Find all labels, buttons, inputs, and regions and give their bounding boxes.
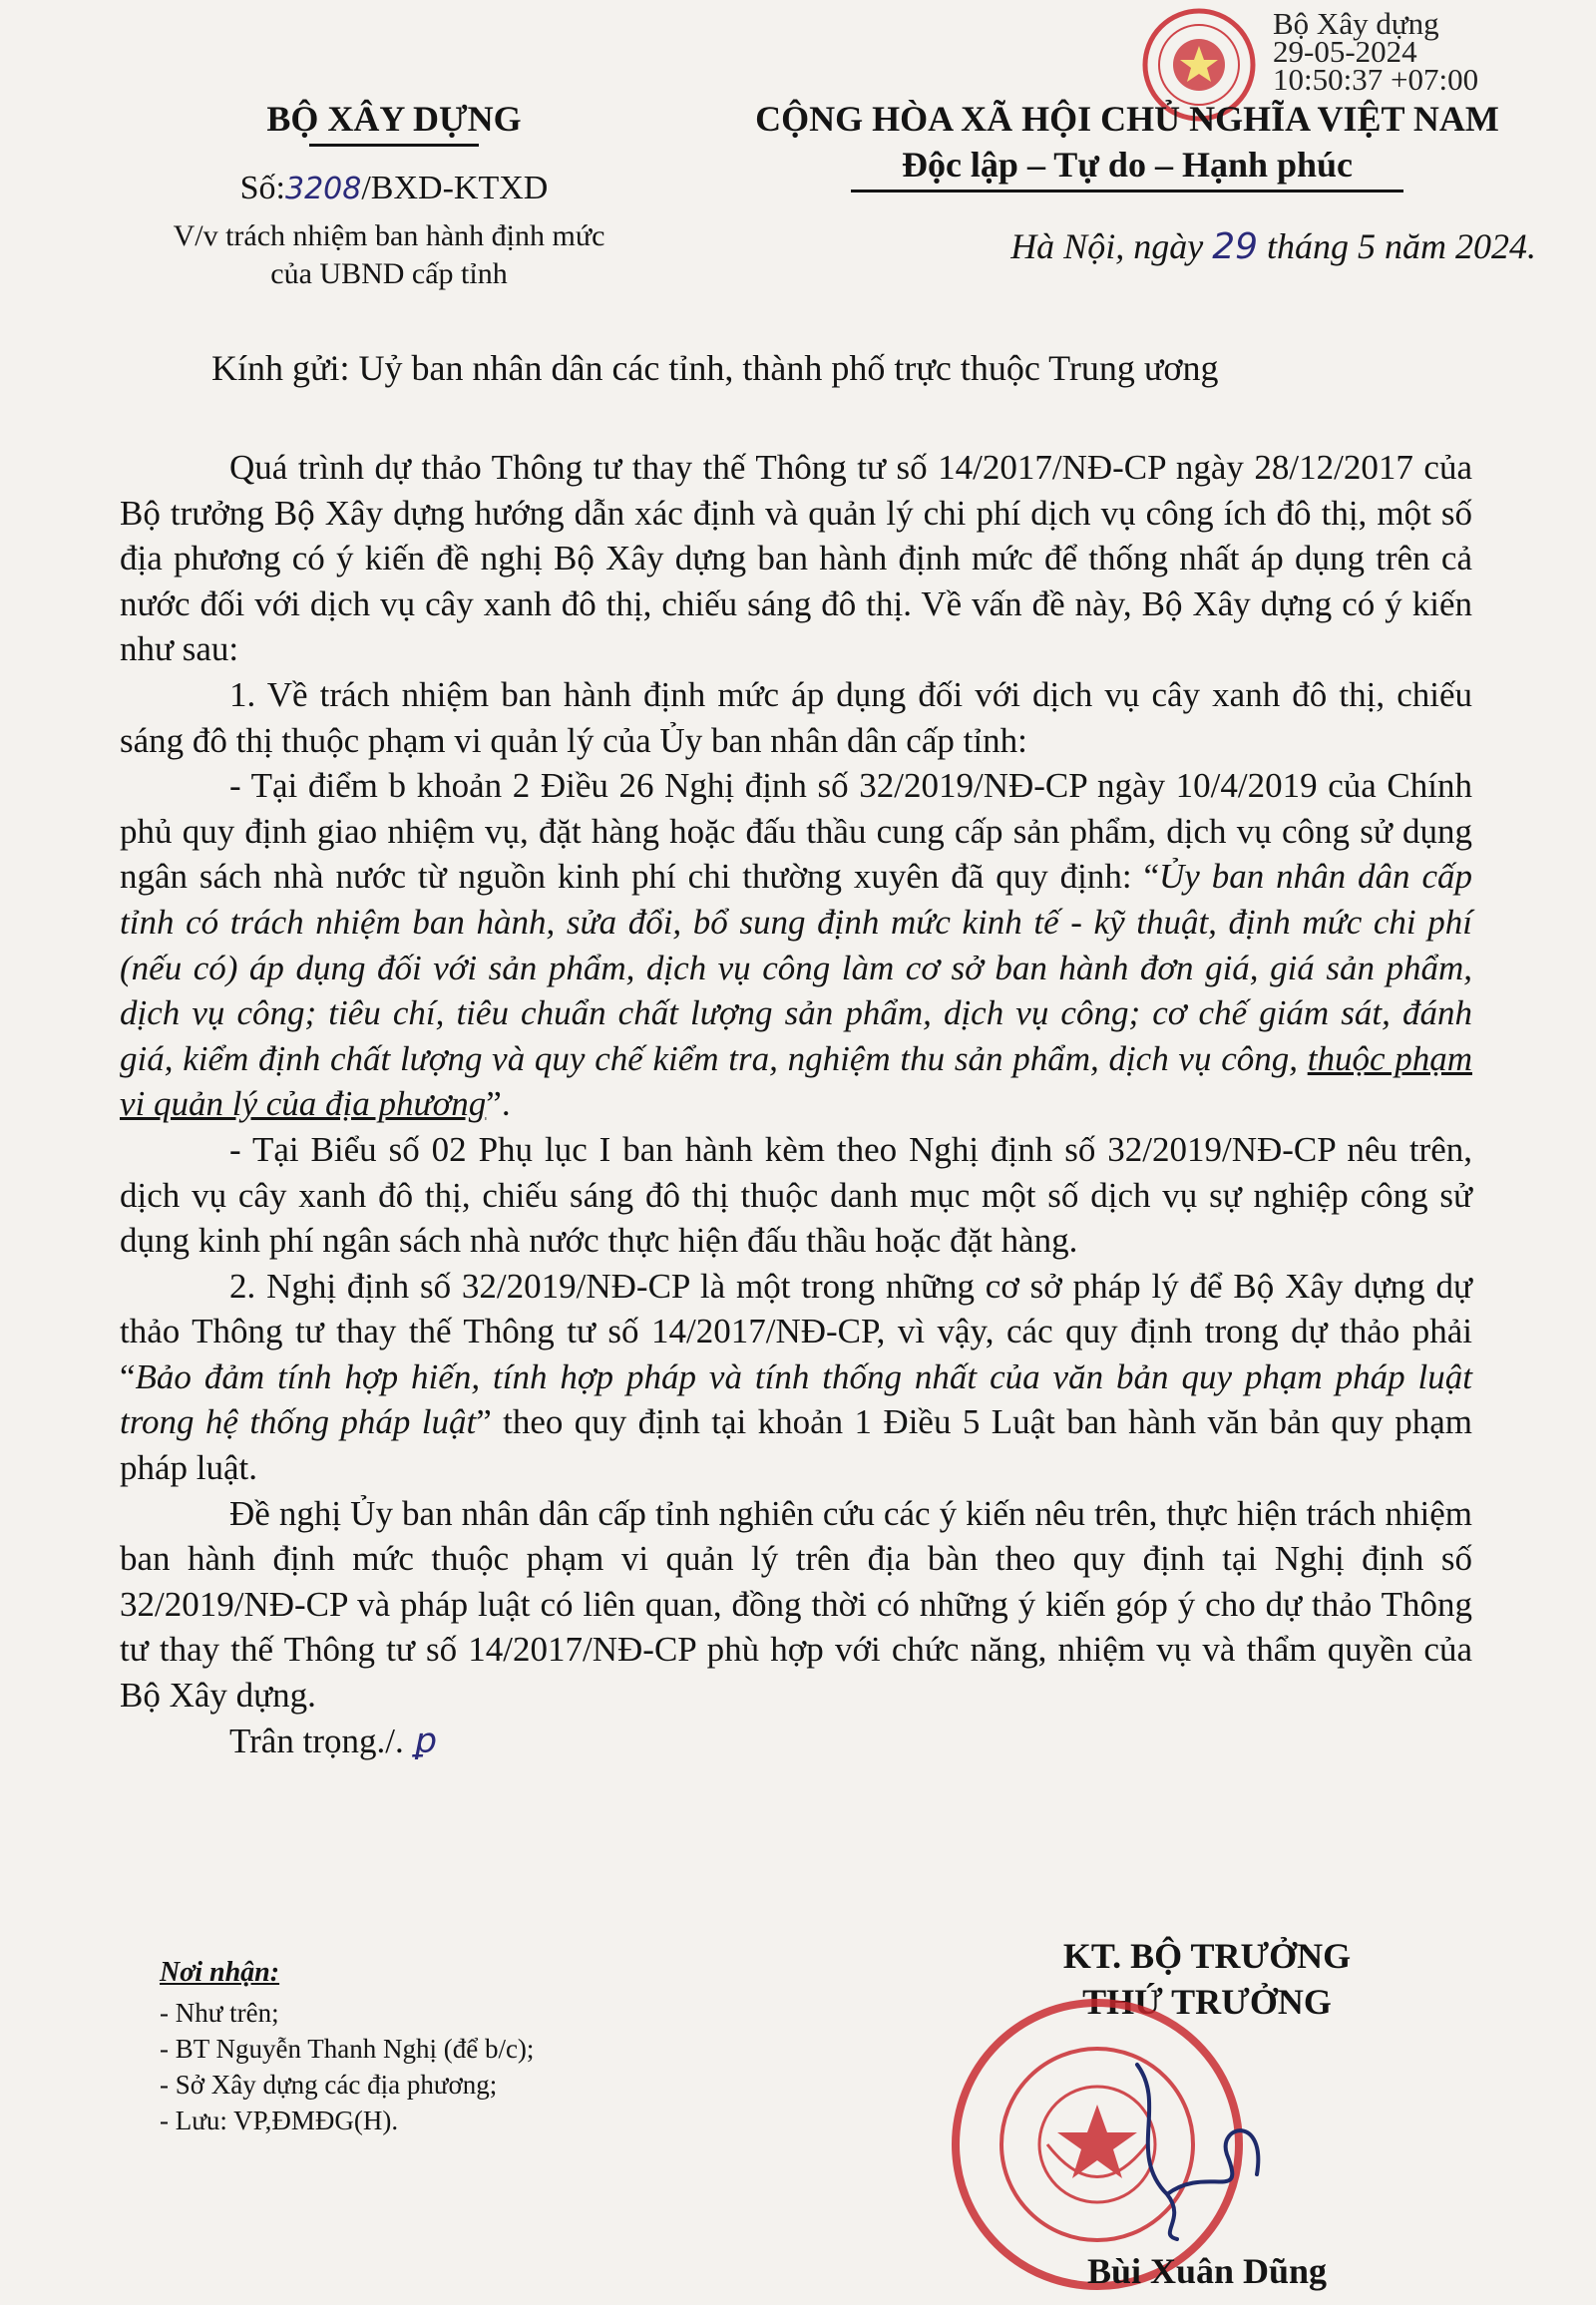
doc-number-suffix: /BXD-KTXD — [361, 170, 549, 206]
paragraph-request: Đề nghị Ủy ban nhân dân cấp tỉnh nghiên cứu các ý kiến nêu trên, thực hiện trách nhiệm ban hành định mức thuộc phạm vi quản lý trên địa bàn theo quy định tại Nghị định số 32/2019/NĐ-CP và pháp luật có liên quan, đồng thời có những ý kiến góp ý cho dự thảo Thông tư thay thế Thông tư số 14/2017/NĐ-CP phù hợp với chức năng, nhiệm vụ và thẩm quyền của Bộ Xây dựng. — [120, 1493, 1472, 1716]
initials-mark-icon: ꝑ — [403, 1721, 438, 1761]
document-subject — [110, 217, 668, 293]
letter-body — [120, 445, 1472, 1764]
paragraph-item-1: 1. Về trách nhiệm ban hành định mức áp dụng đối với dịch vụ cây xanh đô thị, chiếu sáng đô thị thuộc phạm vi quản lý của Ủy ban nhân dân cấp tỉnh: — [120, 674, 1472, 760]
citation-close: ”. — [486, 1084, 511, 1124]
citation-quote: Ủy ban nhân dân cấp tỉnh có trách nhiệm ban hành, sửa đổi, bổ sung định mức kinh tế - kỹ thuật, định mức chi phí (nếu có) áp dụng đối với sản phẩm, dịch vụ công làm cơ sở ban hành đơn giá, giá sản phẩm, dịch vụ công; tiêu chí, tiêu chuẩn chất lượng sản phẩm, dịch vụ công; cơ chế giám sát, đánh giá, kiểm định chất lượng và quy chế kiểm tra, nghiệm thu sản phẩm, dịch vụ công, — [120, 857, 1472, 1078]
digital-signature-signer: Bộ Xây dựng — [1273, 6, 1439, 41]
closing-text: Trân trọng./. — [229, 1721, 404, 1760]
document-number — [140, 170, 648, 207]
recipients-list-title: Nơi nhận: — [160, 1957, 280, 1988]
issuing-agency: BỘ XÂY DỰNG — [266, 99, 522, 139]
date-suffix: tháng 5 năm 2024. — [1258, 226, 1536, 266]
recipients-list — [160, 1995, 534, 2138]
recipients-list-item: - Sở Xây dựng các địa phương; — [160, 2070, 498, 2100]
handwritten-signature-icon — [1097, 2045, 1297, 2244]
closing-line — [120, 1719, 1472, 1765]
digital-signature-text — [1273, 6, 1479, 97]
signature-title-line-2: THỨ TRƯỞNG — [1082, 1982, 1332, 2022]
date-prefix: Hà Nội, ngày — [1010, 226, 1213, 266]
motto-underline — [851, 190, 1403, 192]
paragraph-item-2 — [120, 1264, 1472, 1491]
signature-title-line-1: KT. BỘ TRƯỞNG — [1062, 1936, 1352, 1976]
doc-number-handwritten: 3208 — [285, 172, 362, 206]
document-date — [718, 225, 1536, 267]
subject-line-2: của UBND cấp tỉnh — [270, 257, 508, 290]
recipients-list-item: - Như trên; — [160, 1998, 279, 2028]
recipient-line: Kính gửi: Uỷ ban nhân dân các tỉnh, thành phố trực thuộc Trung ương — [211, 348, 1219, 388]
national-title: CỘNG HÒA XÃ HỘI CHỦ NGHĨA VIỆT NAM — [755, 99, 1499, 139]
digital-signature-time: 10:50:37 +07:00 — [1273, 62, 1479, 97]
item-2-tail: ” theo quy định tại khoản 1 Điều 5 Luật ban hành văn bản quy phạm pháp luật. — [120, 1402, 1472, 1488]
date-day-handwritten: 29 — [1212, 226, 1258, 267]
citation-quote-underlined: thuộc phạm vi quản lý của địa phương — [120, 1038, 1472, 1124]
recipients-list-item: - Lưu: VP,ĐMĐG(H). — [160, 2106, 399, 2135]
paragraph-decree-citation — [120, 763, 1472, 1127]
recipients-list-item: - BT Nguyễn Thanh Nghị (để b/c); — [160, 2034, 535, 2064]
citation-lead: - Tại điểm b khoản 2 Điều 26 Nghị định số 32/2019/NĐ-CP ngày 10/4/2019 của Chính phủ quy định giao nhiệm vụ, đặt hàng hoặc đấu thầu cung cấp sản phẩm, dịch vụ công sử dụng ngân sách nhà nước từ nguồn kinh phí chi thường xuyên đã quy định: “ — [120, 766, 1472, 897]
paragraph-intro: Quá trình dự thảo Thông tư thay thế Thông tư số 14/2017/NĐ-CP ngày 28/12/2017 của Bộ trưởng Bộ Xây dựng hướng dẫn xác định và quản lý chi phí dịch vụ công ích đô thị, một số địa phương có ý kiến đề nghị Bộ Xây dựng ban hành định mức để thống nhất áp dụng trên cả nước đối với dịch vụ cây xanh đô thị, chiếu sáng đô thị. Về vấn đề này, Bộ Xây dựng có ý kiến như sau: — [120, 448, 1472, 669]
subject-line-1: V/v trách nhiệm ban hành định mức — [173, 219, 605, 252]
national-motto: Độc lập – Tự do – Hạnh phúc — [901, 145, 1354, 185]
agency-underline — [309, 144, 479, 147]
doc-number-prefix: Số: — [239, 170, 285, 206]
digital-signature-date: 29-05-2024 — [1273, 34, 1417, 69]
paragraph-appendix: - Tại Biểu số 02 Phụ lục I ban hành kèm theo Nghị định số 32/2019/NĐ-CP nêu trên, dịch vụ cây xanh đô thị, chiếu sáng đô thị thuộc danh mục một số dịch vụ sự nghiệp công sử dụng kinh phí ngân sách nhà nước thực hiện đấu thầu hoặc đặt hàng. — [120, 1129, 1472, 1261]
item-2-lead: 2. Nghị định số 32/2019/NĐ-CP là một trong những cơ sở pháp lý để Bộ Xây dựng dự thảo Thông tư thay thế Thông tư số 14/2017/NĐ-CP, vì vậy, các quy định trong dự thảo phải “ — [120, 1266, 1472, 1396]
signer-name: Bùi Xuân Dũng — [1086, 2251, 1328, 2291]
item-2-quote: Bảo đảm tính hợp hiến, tính hợp pháp và tính thống nhất của văn bản quy phạm pháp luật trong hệ thống pháp luật — [120, 1356, 1472, 1442]
